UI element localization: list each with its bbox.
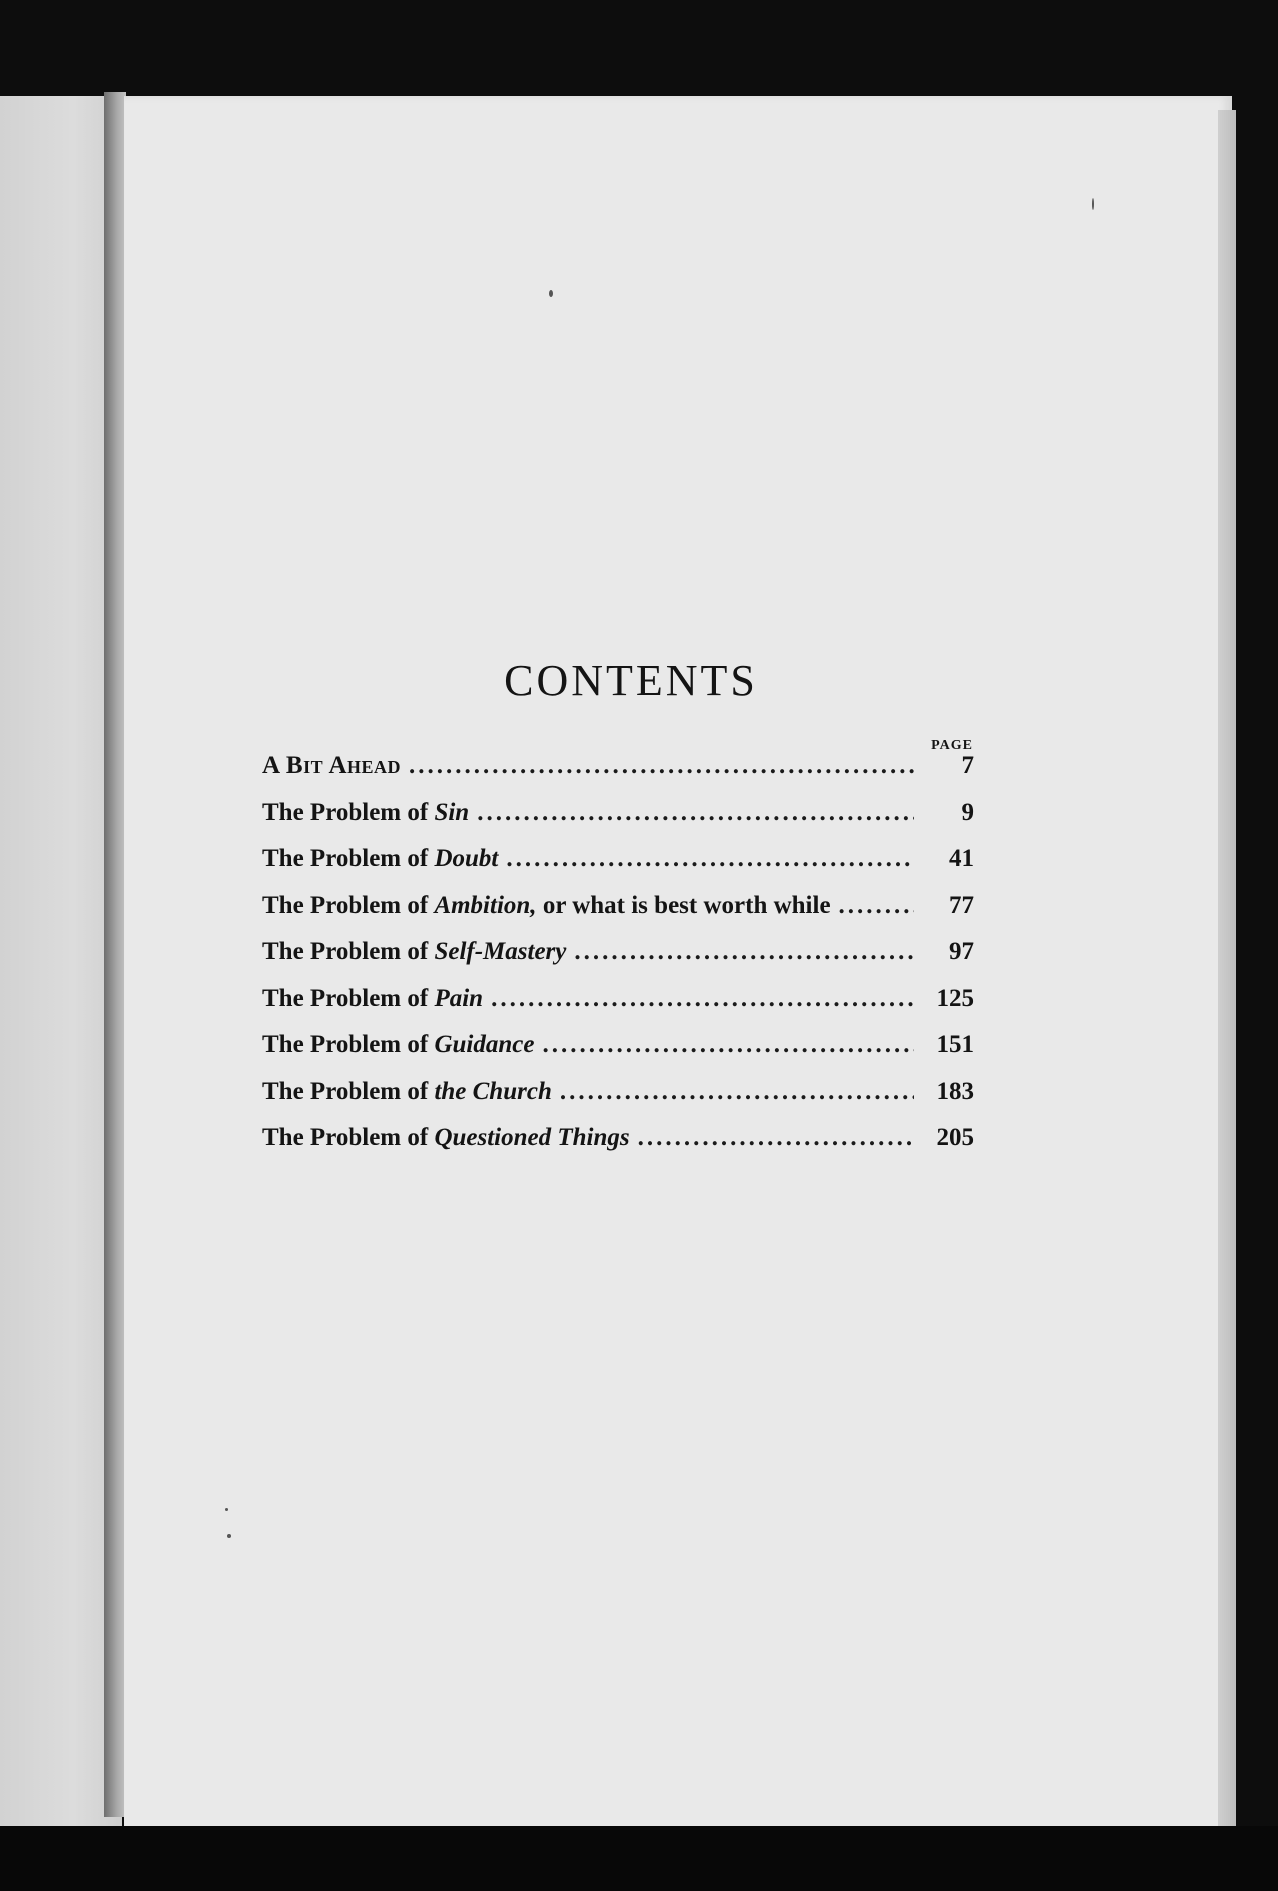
toc-entry-prefix: The Problem of bbox=[262, 1124, 435, 1151]
toc-entry-title bbox=[262, 845, 498, 873]
toc-entry bbox=[262, 752, 974, 799]
toc-entry-prefix: The Problem of bbox=[262, 1031, 435, 1058]
book-gutter bbox=[104, 92, 126, 1817]
dust-speck bbox=[1092, 198, 1094, 210]
toc-entry bbox=[262, 845, 974, 892]
toc-entry-emphasis: Ambition, bbox=[434, 891, 537, 919]
toc-entry-emphasis: Guidance bbox=[434, 1031, 535, 1058]
toc-entry-title bbox=[262, 799, 469, 827]
toc-entry bbox=[262, 938, 974, 985]
dust-speck bbox=[225, 1508, 228, 1511]
toc-entry-emphasis: Sin bbox=[434, 798, 470, 826]
toc-entry-title-text: A Bit Ahead bbox=[262, 752, 402, 779]
toc-entry-title bbox=[262, 1078, 552, 1106]
toc-entry bbox=[262, 1124, 974, 1171]
toc-entry-emphasis: the Church bbox=[434, 1077, 552, 1105]
page-right-edge bbox=[1218, 110, 1236, 1850]
toc-entry-title bbox=[262, 1124, 630, 1152]
dot-leader bbox=[409, 752, 914, 780]
scan-bottom-border bbox=[0, 1826, 1278, 1891]
toc-entry-page: 183 bbox=[936, 1077, 974, 1105]
toc-entry-title bbox=[262, 892, 831, 920]
toc-entry-prefix: The Problem of bbox=[262, 798, 435, 826]
toc-entry-title bbox=[262, 938, 566, 966]
toc-entry-page: 151 bbox=[936, 1031, 974, 1058]
toc-entry-emphasis: Doubt bbox=[434, 845, 499, 872]
toc-entry-page: 125 bbox=[936, 984, 974, 1012]
toc-entry-page: 7 bbox=[961, 752, 974, 779]
toc-entry-prefix: The Problem of bbox=[262, 891, 435, 919]
toc-entry-title bbox=[262, 1031, 534, 1059]
toc-entry-page: 9 bbox=[961, 798, 974, 826]
dot-leader bbox=[477, 799, 914, 827]
dot-leader bbox=[638, 1124, 914, 1152]
toc-entry bbox=[262, 1031, 974, 1078]
toc-entry-page: 97 bbox=[949, 938, 974, 965]
dot-leader bbox=[491, 985, 914, 1013]
page-column-label: PAGE bbox=[931, 738, 973, 753]
contents-heading: CONTENTS bbox=[504, 656, 758, 705]
toc-entry bbox=[262, 892, 974, 939]
toc-entry-prefix: The Problem of bbox=[262, 938, 435, 965]
dot-leader bbox=[839, 892, 914, 920]
dust-speck bbox=[549, 290, 553, 297]
toc-entry-title bbox=[262, 752, 401, 780]
toc-entry-title bbox=[262, 985, 483, 1013]
toc-entry-prefix: The Problem of bbox=[262, 845, 435, 872]
dot-leader bbox=[574, 938, 914, 966]
toc-entry bbox=[262, 1078, 974, 1125]
toc-entry-emphasis: Self-Mastery bbox=[434, 938, 567, 965]
dot-leader bbox=[542, 1031, 914, 1059]
dot-leader bbox=[560, 1078, 914, 1106]
toc-entry-suffix: or what is best worth while bbox=[536, 891, 831, 919]
toc-entry-page: 41 bbox=[949, 845, 974, 872]
table-of-contents bbox=[262, 752, 974, 1171]
toc-entry-prefix: The Problem of bbox=[262, 1077, 435, 1105]
toc-entry bbox=[262, 799, 974, 846]
dust-speck bbox=[227, 1534, 231, 1538]
toc-entry-emphasis: Questioned Things bbox=[434, 1124, 630, 1151]
toc-entry-prefix: The Problem of bbox=[262, 984, 435, 1012]
toc-entry-page: 205 bbox=[936, 1124, 974, 1151]
toc-entry-page: 77 bbox=[949, 891, 974, 919]
toc-entry bbox=[262, 985, 974, 1032]
toc-entry-emphasis: Pain bbox=[434, 984, 484, 1012]
dot-leader bbox=[506, 845, 914, 873]
